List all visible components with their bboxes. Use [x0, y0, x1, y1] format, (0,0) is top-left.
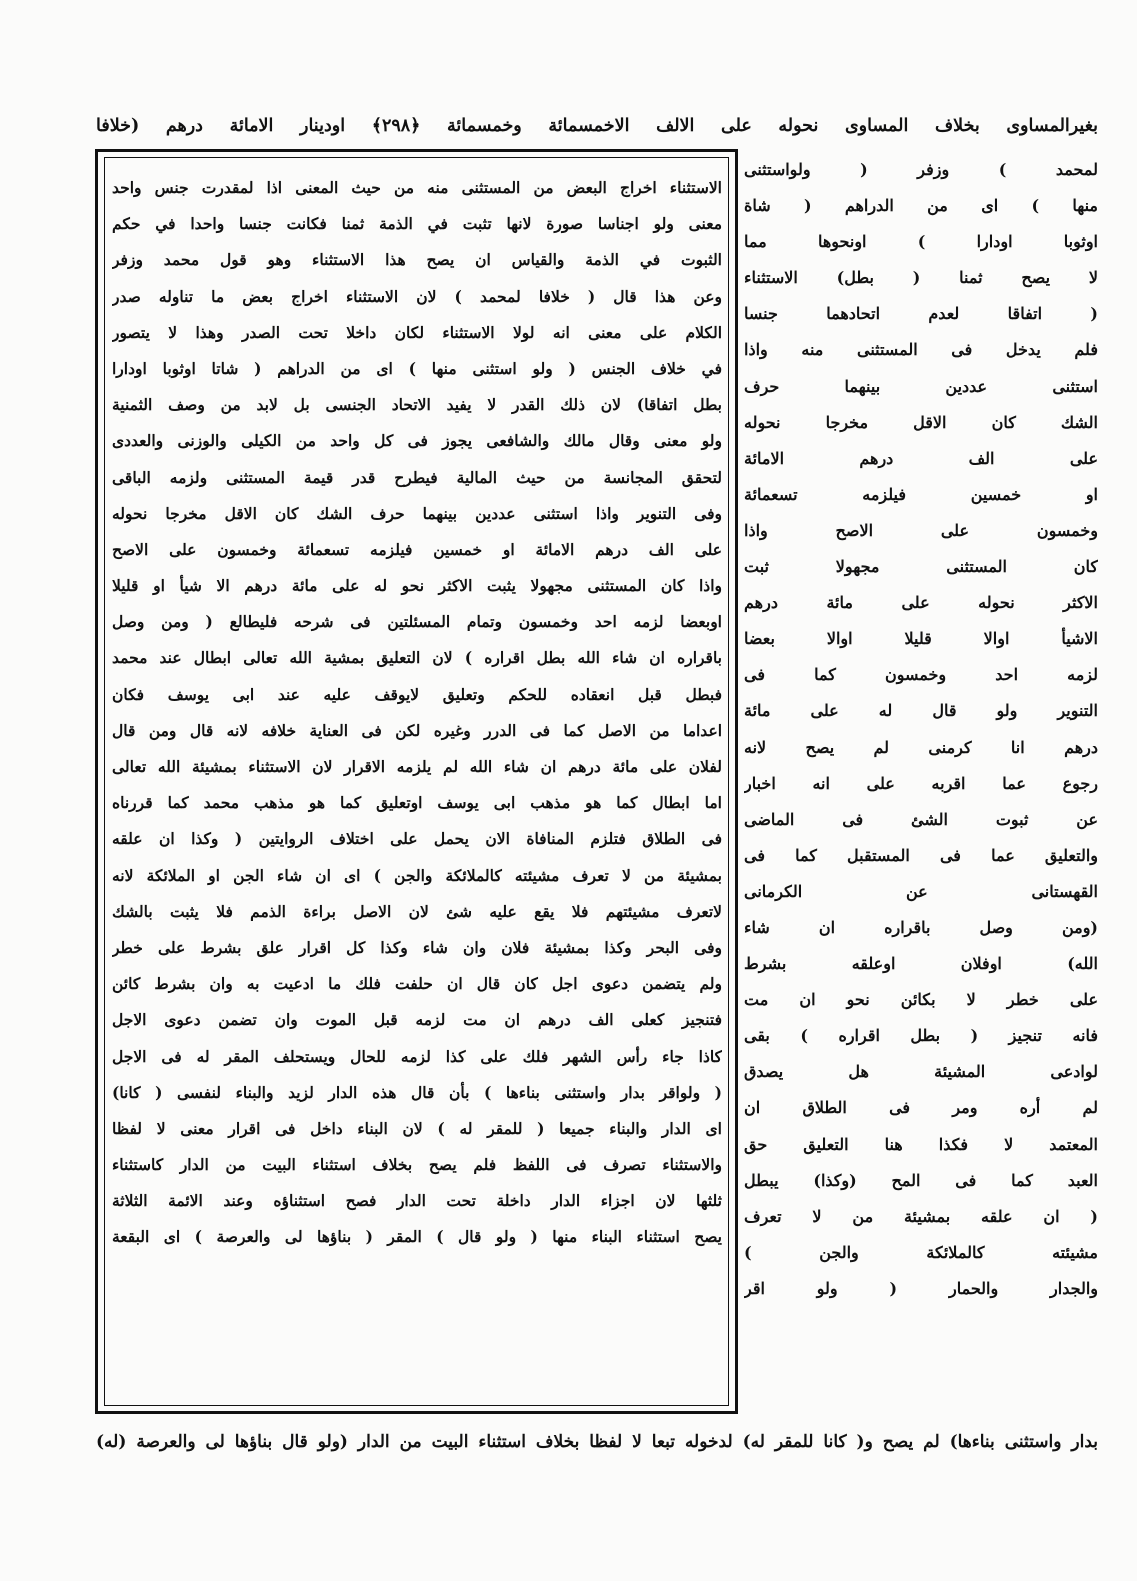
margin-text-line: ( اتفاقا لعدم اتحادهما جنسا	[744, 304, 1098, 324]
margin-text-line: المعتمد لا فكذا هنا التعليق حق	[744, 1134, 1098, 1154]
main-text-line: اى الدار والبناء جميعا ( للمقر له ) لان البناء داخل فى اقرار معنى لا لفظا	[112, 1118, 722, 1138]
main-text-line: ولم يتضمن دعوى اجل كان قال ان حلفت فلك ما ادعيت به وان بشرط كائن	[112, 974, 722, 994]
margin-text-line: فلم يدخل فى المستثنى منه واذا	[744, 340, 1098, 360]
main-text-line: اوبعضا لزمه احد وخمسون وتمام المسئلتين فى شرحه فليطالع ( ومن وصل	[112, 612, 722, 632]
main-text-line: فى الطلاق فتلزم المنافاة الان يحمل على اختلاف الروايتين ( وكذا ان علقه	[112, 829, 722, 849]
main-text-line: اعداما من الاصل كما فى الدرر وغيره لكن فى العناية خلافه لانه قال ومن قال	[112, 720, 722, 740]
main-text-line: وعن هذا قال ( خلافا لمحمد ) لان الاستثناء اخراج بعض ما تناوله صدر	[112, 286, 722, 306]
margin-text-line: والجدار والحمار ( ولو اقر	[744, 1278, 1098, 1298]
margin-text-line: الشك كان الاقل مخرجا نحوله	[744, 412, 1098, 432]
margin-text-line: (ومن وصل باقراره ان شاء	[744, 917, 1098, 937]
main-text-line: ثلثها لان اجزاء الدار داخلة تحت الدار فصح استثناؤه وعند الائمة الثلاثة	[112, 1191, 722, 1211]
margin-text-line: مشيئته كالملائكة والجن )	[744, 1242, 1098, 1262]
page-number: ﴿٢٩٨﴾	[371, 116, 421, 136]
main-text-line: لتحقق المجانسة من حيث المالية فيطرح قدر قيمة المستثنى ولزمه الباقى	[112, 467, 722, 487]
main-text-line: باقراره ان شاء الله بطل اقراره ) لان التعليق بمشية الله تعالى ابطال عند محمد	[112, 648, 722, 668]
main-text-line: وفى البحر وكذا بمشيئة فلان وان شاء وكذا كل اقرار علق بشرط على خطر	[112, 937, 722, 957]
margin-commentary-block	[744, 152, 1098, 1422]
margin-text-line: اوثوبا اودارا ) اونحوها مما	[744, 232, 1098, 252]
main-text-line: بمشيئة من لا تعرف مشيئته كالملائكة والجن ) اى ان شاء الجن او الملائكة لانه	[112, 865, 722, 885]
margin-text-line: فانه تنجيز ( بطل اقراره ) بقى	[744, 1026, 1098, 1046]
margin-text-line: الله) اوفلان اوعلقه بشرط	[744, 954, 1098, 974]
main-text-line: يصح استثناء البناء منها ( ولو قال ) المقر ( بناؤها لى والعرصة ) اى البقعة	[112, 1227, 722, 1247]
header-text-left: اودينار الامائة درهم (خلافا	[96, 116, 346, 136]
margin-text-line: رجوع عما اقربه على انه اخبار	[744, 773, 1098, 793]
main-text-line: ولو معنى وقال مالك والشافعى يجوز فى كل واحد من الكيلى والوزنى والعددى	[112, 431, 722, 451]
running-header	[96, 108, 1098, 144]
main-text-line: اما ابطال كما هو مذهب ابى يوسف اوتعليق كما هو مذهب محمد كما قررناه	[112, 793, 722, 813]
main-commentary-block	[112, 170, 722, 1400]
margin-text-line: والتعليق عما فى المستقبل كما فى	[744, 845, 1098, 865]
margin-text-line: الاشيأ اوالا قليلا اوالا بعضا	[744, 629, 1098, 649]
margin-text-line: لا يصح ثمنا ( بطل) الاستثناء	[744, 268, 1098, 288]
footer-line: بدار واستثنى بناءها) لم يصح و( كانا للمقر له) لدخوله تبعا لا لفظا بخلاف استثناء البيت من الدار (ولو قال بناؤها لى والعرصة (له)	[96, 1432, 1098, 1452]
margin-text-line: ( ان علقه بمشيئة من لا تعرف	[744, 1206, 1098, 1226]
main-text-line: في خلاف الجنس ( ولو استثنى منها ) اى من الدراهم ( شاتا اوثوبا اودارا	[112, 358, 722, 378]
margin-text-line: على خطر لا بكائن نحو ان مت	[744, 990, 1098, 1010]
margin-text-line: لوادعى المشيئة هل يصدق	[744, 1062, 1098, 1082]
main-text-line: كاذا جاء رأس الشهر فلك على كذا لزمه للحال ويستحلف المقر له فى الاجل	[112, 1046, 722, 1066]
main-text-line: والاستثناء تصرف فى اللفظ فلم يصح بخلاف استثناء البيت من الدار كاستثناء	[112, 1155, 722, 1175]
header-text-right: بغيرالمساوى بخلاف المساوى نحوله على الالف الاخمسمائة وخمسمائة	[447, 116, 1098, 136]
margin-text-line: الاكثر نحوله على مائة درهم	[744, 593, 1098, 613]
main-text-line: فبطل قبل انعقاده للحكم وتعليق لايوقف عليه عند ابى يوسف فكان	[112, 684, 722, 704]
margin-text-line: التنوير ولو قال له على مائة	[744, 701, 1098, 721]
main-text-line: لفلان على مائة درهم ان شاء الله لم يلزمه الاقرار لان الاستثناء بمشيئة الله تعالى	[112, 757, 722, 776]
margin-text-line: منها ) اى من الدراهم ( شاة	[744, 196, 1098, 216]
main-text-line: فتنجيز كعلى الف درهم ان مت لزمه قبل الموت وان تضمن دعوى الاجل	[112, 1010, 722, 1030]
margin-text-line: كان المستثنى مجهولا ثبت	[744, 557, 1098, 577]
margin-text-line: درهم انا كرمنى لم يصح لانه	[744, 737, 1098, 757]
main-text-line: الكلام على معنى انه لولا الاستثناء لكان داخلا تحت الصدر وهذا لا يتصور	[112, 322, 722, 342]
margin-text-line: لزمه احد وخمسون كما فى	[744, 665, 1098, 685]
margin-text-line: او خمسين فيلزمه تسعمائة	[744, 484, 1098, 504]
main-text-line: واذا كان المستثنى مجهولا يثبت الاكثر نحو له على مائة درهم الا شيأ او قليلا	[112, 576, 722, 596]
main-text-line: لاتعرف مشيئتهم فلا يقع عليه شئ لان الاصل براءة الذمم فلا يثبت بالشك	[112, 901, 722, 921]
main-text-line: الثبوت في الذمة والقياس ان يصح هذا الاستثناء وهو قول محمد وزفر	[112, 250, 722, 270]
main-text-line: بطل اتفاقا) لان ذلك القدر لا يفيد الاتحاد الجنسى بل لابد من وصف الثمنية	[112, 395, 722, 415]
margin-text-line: وخمسون على الاصح واذا	[744, 520, 1098, 540]
main-text-line: وفى التنوير واذا استثنى عددين بينهما حرف الشك كان الاقل مخرجا نحوله	[112, 503, 722, 523]
main-text-line: ( ولواقر بدار واستثنى بناءها ) بأن قال هذه الدار لزيد والبناء لنفسى ( كانا)	[112, 1082, 722, 1102]
margin-text-line: لم أره ومر فى الطلاق ان	[744, 1098, 1098, 1118]
margin-text-line: لمحمد ) وزفر ( ولواستثنى	[744, 160, 1098, 179]
main-text-line: على الف درهم الامائة او خمسين فيلزمه تسعمائة وخمسون على الاصح	[112, 539, 722, 559]
main-text-line: الاستثناء اخراج البعض من المستثنى منه من حيث المعنى اذا لمقدرت جنس واحد	[112, 178, 722, 197]
margin-text-line: على الف درهم الامائة	[744, 448, 1098, 468]
margin-text-line: القهستانى عن الكرمانى	[744, 881, 1098, 901]
main-text-line: معنى ولو اجناسا صورة لانها تثبت في الذمة ثمنا فكانت جنسا واحدا في حكم	[112, 214, 722, 234]
margin-text-line: العبد كما فى المح (وكذا) يبطل	[744, 1170, 1098, 1190]
margin-text-line: عن ثبوت الشئ فى الماضى	[744, 809, 1098, 829]
margin-text-line: استثنى عددين بينهما حرف	[744, 376, 1098, 396]
